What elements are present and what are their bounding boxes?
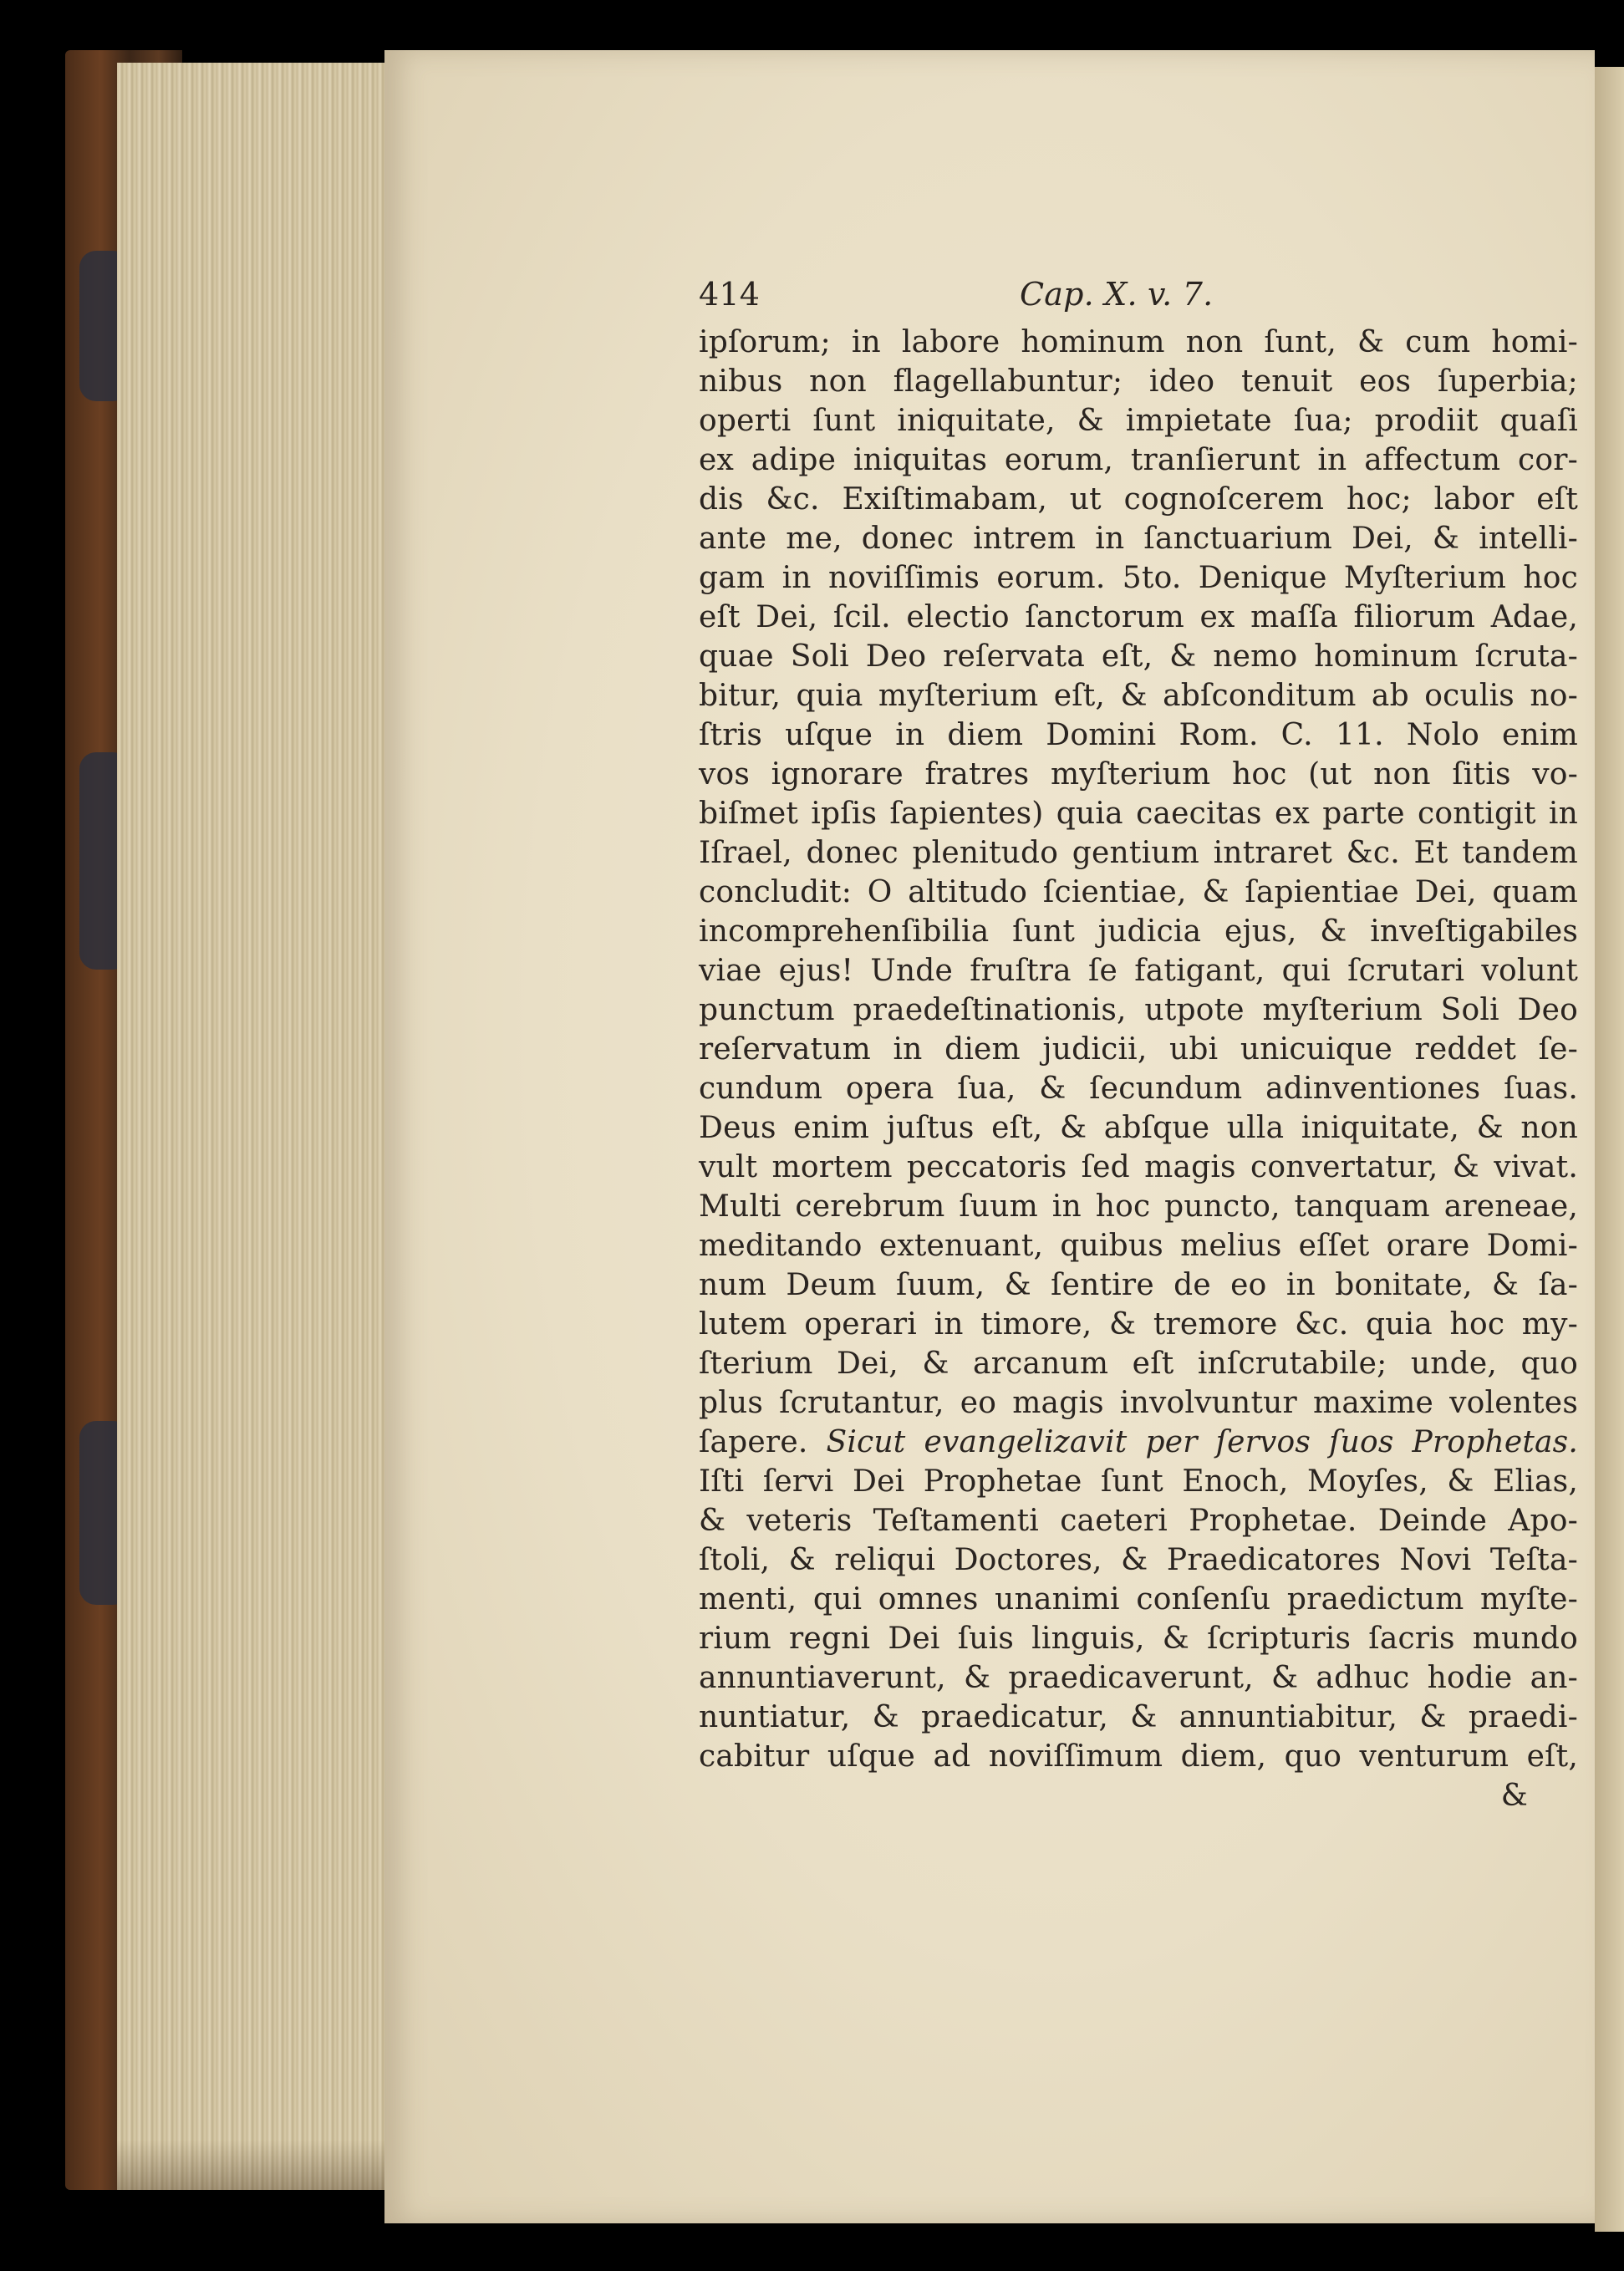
body-line: punctum praedeſtinationis, utpote myſterium Soli Deo [699,993,1578,1027]
body-line: vult mortem peccatoris ſed magis convertatur, & vivat. [699,1150,1578,1184]
body-line: cabitur uſque ad noviſſimum diem, quo venturum eſt, [699,1739,1578,1774]
body-line: Iſrael, donec plenitudo gentium intraret &c. Et tandem [699,836,1578,870]
body-line: ſterium Dei, & arcanum eſt inſcrutabile; unde, quo [699,1347,1578,1381]
body-text [699,323,1578,1423]
catchword: & [1500,1779,1528,1813]
body-line: concludit: O altitudo ſcientiae, & ſapientiae Dei, quam [699,875,1578,909]
page-block-edge [117,63,386,2190]
facing-page-edge [1595,67,1624,2232]
body-line: meditando extenuant, quibus melius eſſet orare Domi- [699,1229,1578,1263]
body-line: menti, qui omnes unanimi conſenſu praedictum myſte- [699,1582,1578,1617]
body-line: ſtris uſque in diem Domini Rom. C. 11. Nolo enim [699,718,1578,752]
body-line: Deus enim juſtus eſt, & abſque ulla iniquitate, & non [699,1111,1578,1145]
body-line-roman: ſapere. [699,1425,827,1459]
body-line: Multi cerebrum ſuum in hoc puncto, tanquam areneae, [699,1189,1578,1224]
body-line: dis &c. Exiſtimabam, ut cognoſcerem hoc; labor eſt [699,482,1578,517]
body-line: cundum opera ſua, & ſecundum adinventiones ſuas. [699,1072,1578,1106]
body-line: nuntiatur, & praedicatur, & annuntiabitur, & praedi- [699,1700,1578,1734]
body-text-continued [699,1462,1578,1776]
body-line: ſtoli, & reliqui Doctores, & Praedicatores Novi Teſta- [699,1543,1578,1577]
body-line: operti ſunt iniquitate, & impietate ſua; prodiit quaſi [699,404,1578,438]
chapter-reference: Cap. X. v. 7. [1020,276,1214,313]
body-line: vos ignorare fratres myſterium hoc (ut non ſitis vo- [699,757,1578,792]
body-line: quae Soli Deo reſervata eſt, & nemo hominum ſcruta- [699,639,1578,674]
body-line: biſmet ipſis ſapientes) quia caecitas ex parte contigit in [699,797,1578,831]
body-line: Iſti ſervi Dei Prophetae ſunt Enoch, Moyſes, & Elias, [699,1464,1578,1499]
body-line: incomprehenſibilia ſunt judicia ejus, & inveſtigabiles [699,914,1578,949]
body-line: rium regni Dei ſuis linguis, & ſcripturis ſacris mundo [699,1622,1578,1656]
body-line: ante me, donec intrem in ſanctuarium Dei, & intelli- [699,522,1578,556]
body-line: ipſorum; in labore hominum non ſunt, & cum homi- [699,325,1578,359]
body-line: nibus non flagellabuntur; ideo tenuit eos ſuperbia; [699,364,1578,399]
body-line: eſt Dei, ſcil. electio ſanctorum ex maſſa filiorum Adae, [699,600,1578,634]
body-line: plus ſcrutantur, eo magis involvuntur maxime volentes [699,1386,1578,1420]
running-head [699,276,1578,318]
body-line: ex adipe iniquitas eorum, tranſierunt in affectum cor- [699,443,1578,477]
body-line: reſervatum in diem judicii, ubi unicuique reddet ſe- [699,1032,1578,1067]
page-text [699,276,1578,1815]
body-line: num Deum ſuum, & ſentire de eo in bonitate, & ſa- [699,1268,1578,1302]
body-line: annuntiaverunt, & praedicaverunt, & adhuc hodie an- [699,1661,1578,1695]
body-line-italic: Sicut evangelizavit per ſervos ſuos Prophetas. [826,1425,1579,1459]
body-line: viae ejus! Unde fruſtra ſe fatigant, qui ſcrutari volunt [699,954,1578,988]
body-line: & veteris Teſtamenti caeteri Prophetae. Deinde Apo- [699,1504,1578,1538]
page-number: 414 [699,276,761,313]
body-line: lutem operari in timore, & tremore &c. quia hoc my- [699,1307,1578,1342]
body-line: bitur, quia myſterium eſt, & abſconditum ab oculis no- [699,679,1578,713]
body-line [699,1423,1578,1462]
body-line: gam in noviſſimis eorum. 5to. Denique Myſterium hoc [699,561,1578,595]
